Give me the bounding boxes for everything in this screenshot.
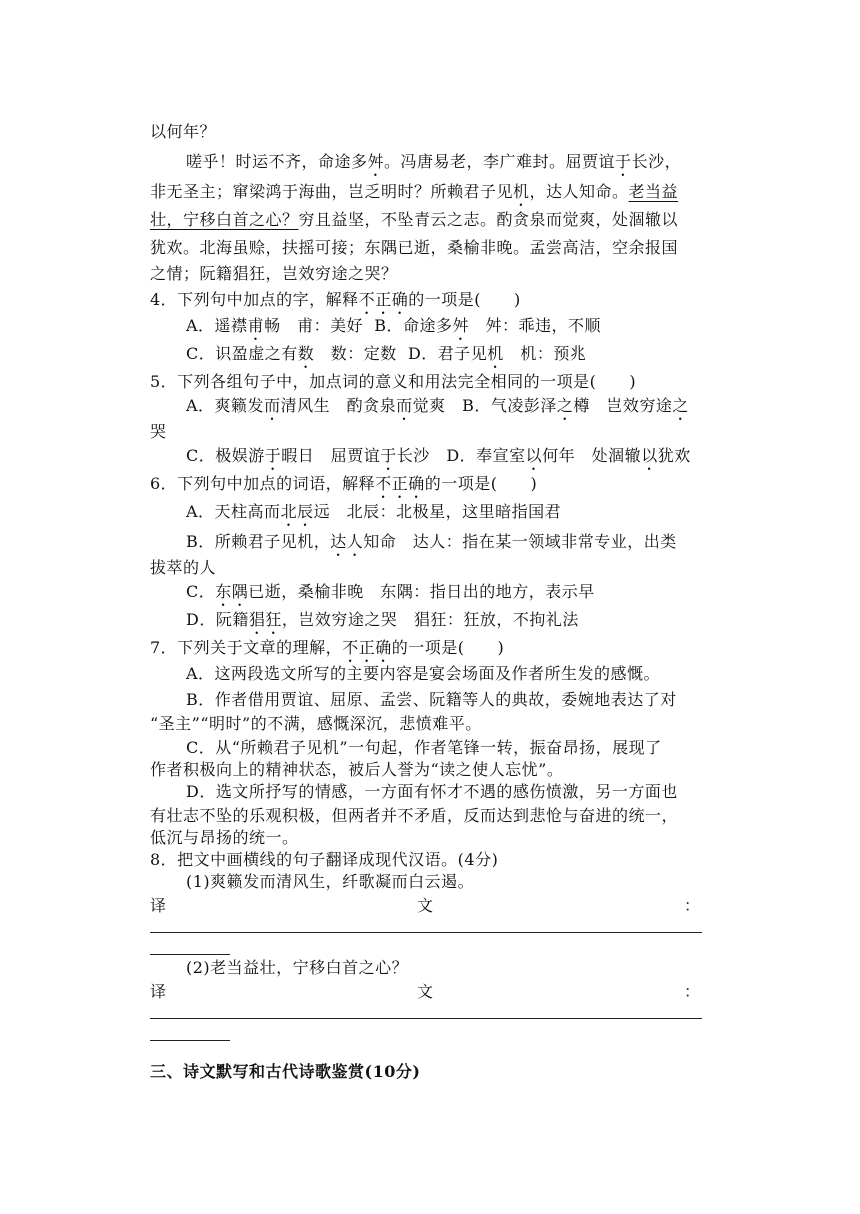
answer-line-2a[interactable] xyxy=(150,1018,702,1019)
q5-options-cd: C．极娱游于暇日 屈贾谊于长沙 D．奉宣室以何年 处涸辙以犹欢 xyxy=(186,446,691,465)
q7-option-d-line3: 低沉与昂扬的统一。 xyxy=(150,828,299,847)
q6-option-b-cont: 拔萃的人 xyxy=(150,558,217,577)
translation-label-yi: 译 xyxy=(150,896,167,915)
section-3-heading: 三、诗文默写和古代诗歌鉴赏(10分) xyxy=(150,1062,421,1081)
passage-line-2: 非无圣主；窜梁鸿于海曲，岂乏明时？所赖君子见机，达人知命。老当益 xyxy=(150,182,679,201)
q7-option-d-line2: 有壮志不坠的乐观积极，但两者并不矛盾，反而达到悲怆与奋进的统一， xyxy=(150,806,679,825)
passage-line-5: 之情；阮籍猖狂，岂效穷途之哭？ xyxy=(150,264,398,283)
passage-line-0: 以何年？ xyxy=(150,122,217,141)
translation-label-colon: ： xyxy=(683,896,700,915)
translation-label-wen: 文 xyxy=(416,896,433,915)
q8-answer-1-label xyxy=(150,896,700,916)
q5-options-ab: A．爽籁发而清风生 酌贪泉而觉爽 B．气凌彭泽之樽 岂效穷途之 xyxy=(186,396,689,415)
q7-option-c-line2: 作者积极向上的精神状态，被后人誉为“读之使人忘忧”。 xyxy=(150,760,564,779)
translation-label-colon: ： xyxy=(683,982,700,1001)
q4-options-cd: C．识盈虚之有数 数：定数 D．君子见机 机：预兆 xyxy=(186,344,587,363)
answer-line-1b[interactable] xyxy=(150,954,230,955)
q5-stem: 5．下列各组句子中，加点词的意义和用法完全相同的一项是( ) xyxy=(150,372,637,391)
translation-label-wen: 文 xyxy=(416,982,433,1001)
passage-line-3: 壮，宁移白首之心？穷且益坚，不坠青云之志。酌贪泉而觉爽，处涸辙以 xyxy=(150,210,679,229)
q7-option-d-line1: D．选文所抒写的情感，一方面有怀才不遇的感伤愤激，另一方面也 xyxy=(186,782,678,801)
q6-option-b: B．所赖君子见机，达人知命 达人：指在某一领域非常专业，出类 xyxy=(186,532,677,551)
q7-option-a: A．这两段选文所写的主要内容是宴会场面及作者所生发的感慨。 xyxy=(186,664,661,683)
q6-stem: 6．下列句中加点的词语，解释不正确的一项是( ) xyxy=(150,474,538,493)
passage-line-4: 犹欢。北海虽赊，扶摇可接；东隅已逝，桑榆非晚。孟尝高洁，空余报国 xyxy=(150,238,679,257)
q8-stem: 8．把文中画横线的句子翻译成现代汉语。(4分) xyxy=(150,850,499,869)
q6-option-c: C．东隅已逝，桑榆非晚 东隅：指日出的地方，表示早 xyxy=(186,582,595,601)
q8-sentence-1: (1)爽籁发而清风生，纤歌凝而白云遏。 xyxy=(186,872,475,891)
answer-line-2b[interactable] xyxy=(150,1040,230,1041)
q5-options-b-cont: 哭 xyxy=(150,422,167,441)
q4-stem: 4．下列句中加点的字，解释不正确的一项是( ) xyxy=(150,290,521,309)
answer-line-1a[interactable] xyxy=(150,932,702,933)
q8-sentence-2: (2)老当益壮，宁移白首之心？ xyxy=(186,958,409,977)
q6-option-a: A．天柱高而北辰远 北辰：北极星，这里暗指国君 xyxy=(186,502,562,521)
passage-line-1: 嗟乎！时运不齐，命途多舛。冯唐易老，李广难封。屈贾谊于长沙， xyxy=(186,152,682,171)
q7-option-b-line1: B．作者借用贾谊、屈原、孟尝、阮籍等人的典故，委婉地表达了对 xyxy=(186,690,677,709)
q7-option-b-line2: “圣主”“明时”的不满，感慨深沉，悲愤难平。 xyxy=(150,714,482,733)
q7-stem: 7．下列关于文章的理解，不正确的一项是( ) xyxy=(150,638,505,657)
q7-option-c-line1: C．从“所赖君子见机”一句起，作者笔锋一转，振奋昂扬，展现了 xyxy=(186,738,662,757)
translation-label-yi: 译 xyxy=(150,982,167,1001)
q4-options-ab: A．遥襟甫畅 甫：美好 B．命途多舛 舛：乖违，不顺 xyxy=(186,316,602,335)
q8-answer-2-label xyxy=(150,982,700,1002)
q6-option-d: D．阮籍猖狂，岂效穷途之哭 猖狂：狂放，不拘礼法 xyxy=(186,610,579,629)
